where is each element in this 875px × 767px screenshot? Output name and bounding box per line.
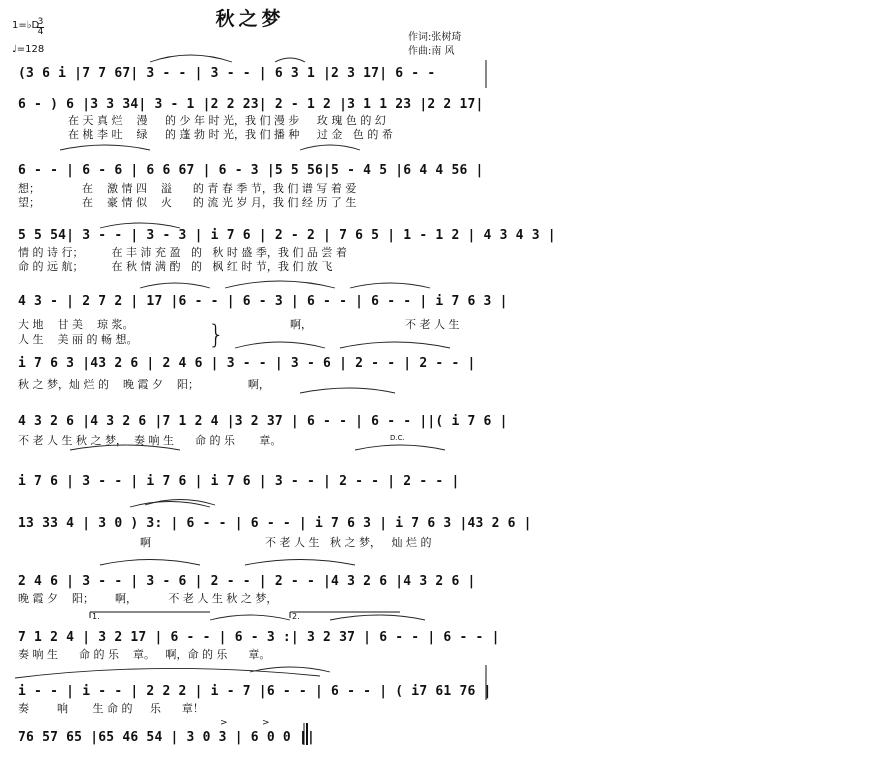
music-line-7: 4 3 2 6 |4 3 2 6 |7 1 2 4 |3 2 37 | 6 - - | 6 - - ||( i 7 6 |: [18, 414, 508, 429]
lyric-coda: 奏 响 生 命 的 乐 章！: [18, 702, 204, 715]
music-line-10: 2 4 6 | 3 - - | 3 - 6 | 2 - - | 2 - - |4 3 2 6 |4 3 2 6 |: [18, 574, 476, 589]
volta-1: 1.: [92, 612, 100, 621]
lyric-refrain-1: 秋 之 梦，灿 烂 的 晚 霞 夕 阳； 啊，: [18, 378, 270, 391]
lyric-verse1-line1: 在 天 真 烂 漫 的 少 年 时 光，我 们 漫 步 玫 瑰 色 的 幻: [68, 114, 386, 127]
slur: [100, 560, 200, 566]
slur: [150, 55, 232, 62]
slur: [350, 283, 430, 288]
meter-bottom: 4: [37, 27, 44, 37]
slur: [245, 560, 355, 566]
key-signature: 1=♭D: [12, 20, 40, 31]
lyric-verse2-line1: 在 桃 李 吐 绿 的 蓬 勃 时 光，我 们 播 种 过 金 色 的 希: [68, 128, 393, 141]
lyric-verse1-line2: 想； 在 激 情 四 溢 的 青 春 季 节，我 们 谱 写 着 爱: [18, 182, 357, 195]
lyric-refrain-5: 奏 响 生 命 的 乐 章。 啊，命 的 乐 章。: [18, 648, 271, 661]
music-line-3: 6 - - | 6 - 6 | 6 6 67 | 6 - 3 |5 5 56|5 - 4 5 |6 4 4 56 |: [18, 163, 484, 178]
lyric-ah: 啊，: [290, 318, 312, 331]
slur: [300, 145, 360, 150]
music-line-12: i - - | i - - | 2 2 2 | i - 7 |6 - - | 6 - - | ( i7 61 76 |: [18, 684, 492, 699]
slur: [15, 668, 320, 678]
slur: [210, 615, 290, 620]
lyric-verse2-line2: 望； 在 豪 情 似 火 的 流 光 岁 月，我 们 经 历 了 生: [18, 196, 357, 209]
lyric-verse2-line4: 人 生 美 丽 的 畅 想。: [18, 333, 138, 346]
music-line-2: 6 - ) 6 |3 3 34| 3 - 1 |2 2 23| 2 - 1 2 |3 1 1 23 |2 2 17|: [18, 97, 484, 112]
music-line-11: 7 1 2 4 | 3 2 17 | 6 - - | 6 - 3 :| 3 2 37 | 6 - - | 6 - - |: [18, 630, 500, 645]
tempo-marking: ♩=128: [12, 44, 45, 55]
composer-credit: 作曲:南 风: [408, 46, 455, 57]
music-line-6: i 7 6 3 |43 2 6 | 2 4 6 | 3 - - | 3 - 6 | 2 - - | 2 - - |: [18, 356, 476, 371]
song-title: 秋之梦: [215, 8, 285, 30]
music-line-8: i 7 6 | 3 - - | i 7 6 | i 7 6 | 3 - - | 2 - - | 2 - - |: [18, 474, 460, 489]
slur: [140, 283, 210, 288]
slur: [60, 145, 150, 150]
lyric-ah-2: 啊: [140, 536, 151, 549]
music-line-5: 4 3 - | 2 7 2 | 17 |6 - - | 6 - 3 | 6 - - | 6 - - | i 7 6 3 |: [18, 294, 508, 309]
lyric-verse1-line3: 情 的 诗 行； 在 丰 沛 充 盈 的 秋 时 盛 季，我 们 品 尝 着: [18, 246, 347, 259]
volta-2: 2.: [292, 612, 300, 621]
lyric-refrain-start: 不 老 人 生: [405, 318, 460, 331]
lyric-refrain-3: 不 老 人 生 秋 之 梦， 灿 烂 的: [265, 536, 432, 549]
slur: [275, 58, 305, 62]
lyricist-credit: 作词:张树琦: [408, 32, 462, 43]
music-line-13: 76 57 65 |65 46 54 | 3 0 3 | 6 0 0 ||: [18, 730, 315, 745]
slur: [330, 615, 425, 620]
verse-brace: }: [208, 320, 225, 350]
lyric-refrain-4: 晚 霞 夕 阳； 啊， 不 老 人 生 秋 之 梦，: [18, 592, 278, 605]
slur: [130, 502, 210, 508]
music-line-1: (3 6 i |7 7 67| 3 - - | 3 - - | 6 3 1 |2 3 17| 6 - -: [18, 66, 436, 81]
accent-mark: >: [262, 718, 270, 728]
accent-mark: >: [220, 718, 228, 728]
lyric-refrain-2: 不 老 人 生 秋 之 梦， 奏 响 生 命 的 乐 章。: [18, 434, 282, 447]
music-line-9: 13 33 4 | 3 0 ) 3: | 6 - - | 6 - - | i 7 6 3 | i 7 6 3 |43 2 6 |: [18, 516, 532, 531]
music-line-4: 5 5 54| 3 - - | 3 - 3 | i 7 6 | 2 - 2 | 7 6 5 | 1 - 1 2 | 4 3 4 3 |: [18, 228, 556, 243]
slur: [225, 281, 335, 288]
meter-top: 3: [37, 17, 44, 27]
lyric-verse1-line4: 大 地 甘 美 琼 浆。: [18, 318, 134, 331]
dc-marking: D.C.: [390, 434, 405, 442]
lyric-verse2-line3: 命 的 远 航； 在 秋 情 满 酌 的 枫 红 时 节，我 们 放 飞: [18, 260, 333, 273]
